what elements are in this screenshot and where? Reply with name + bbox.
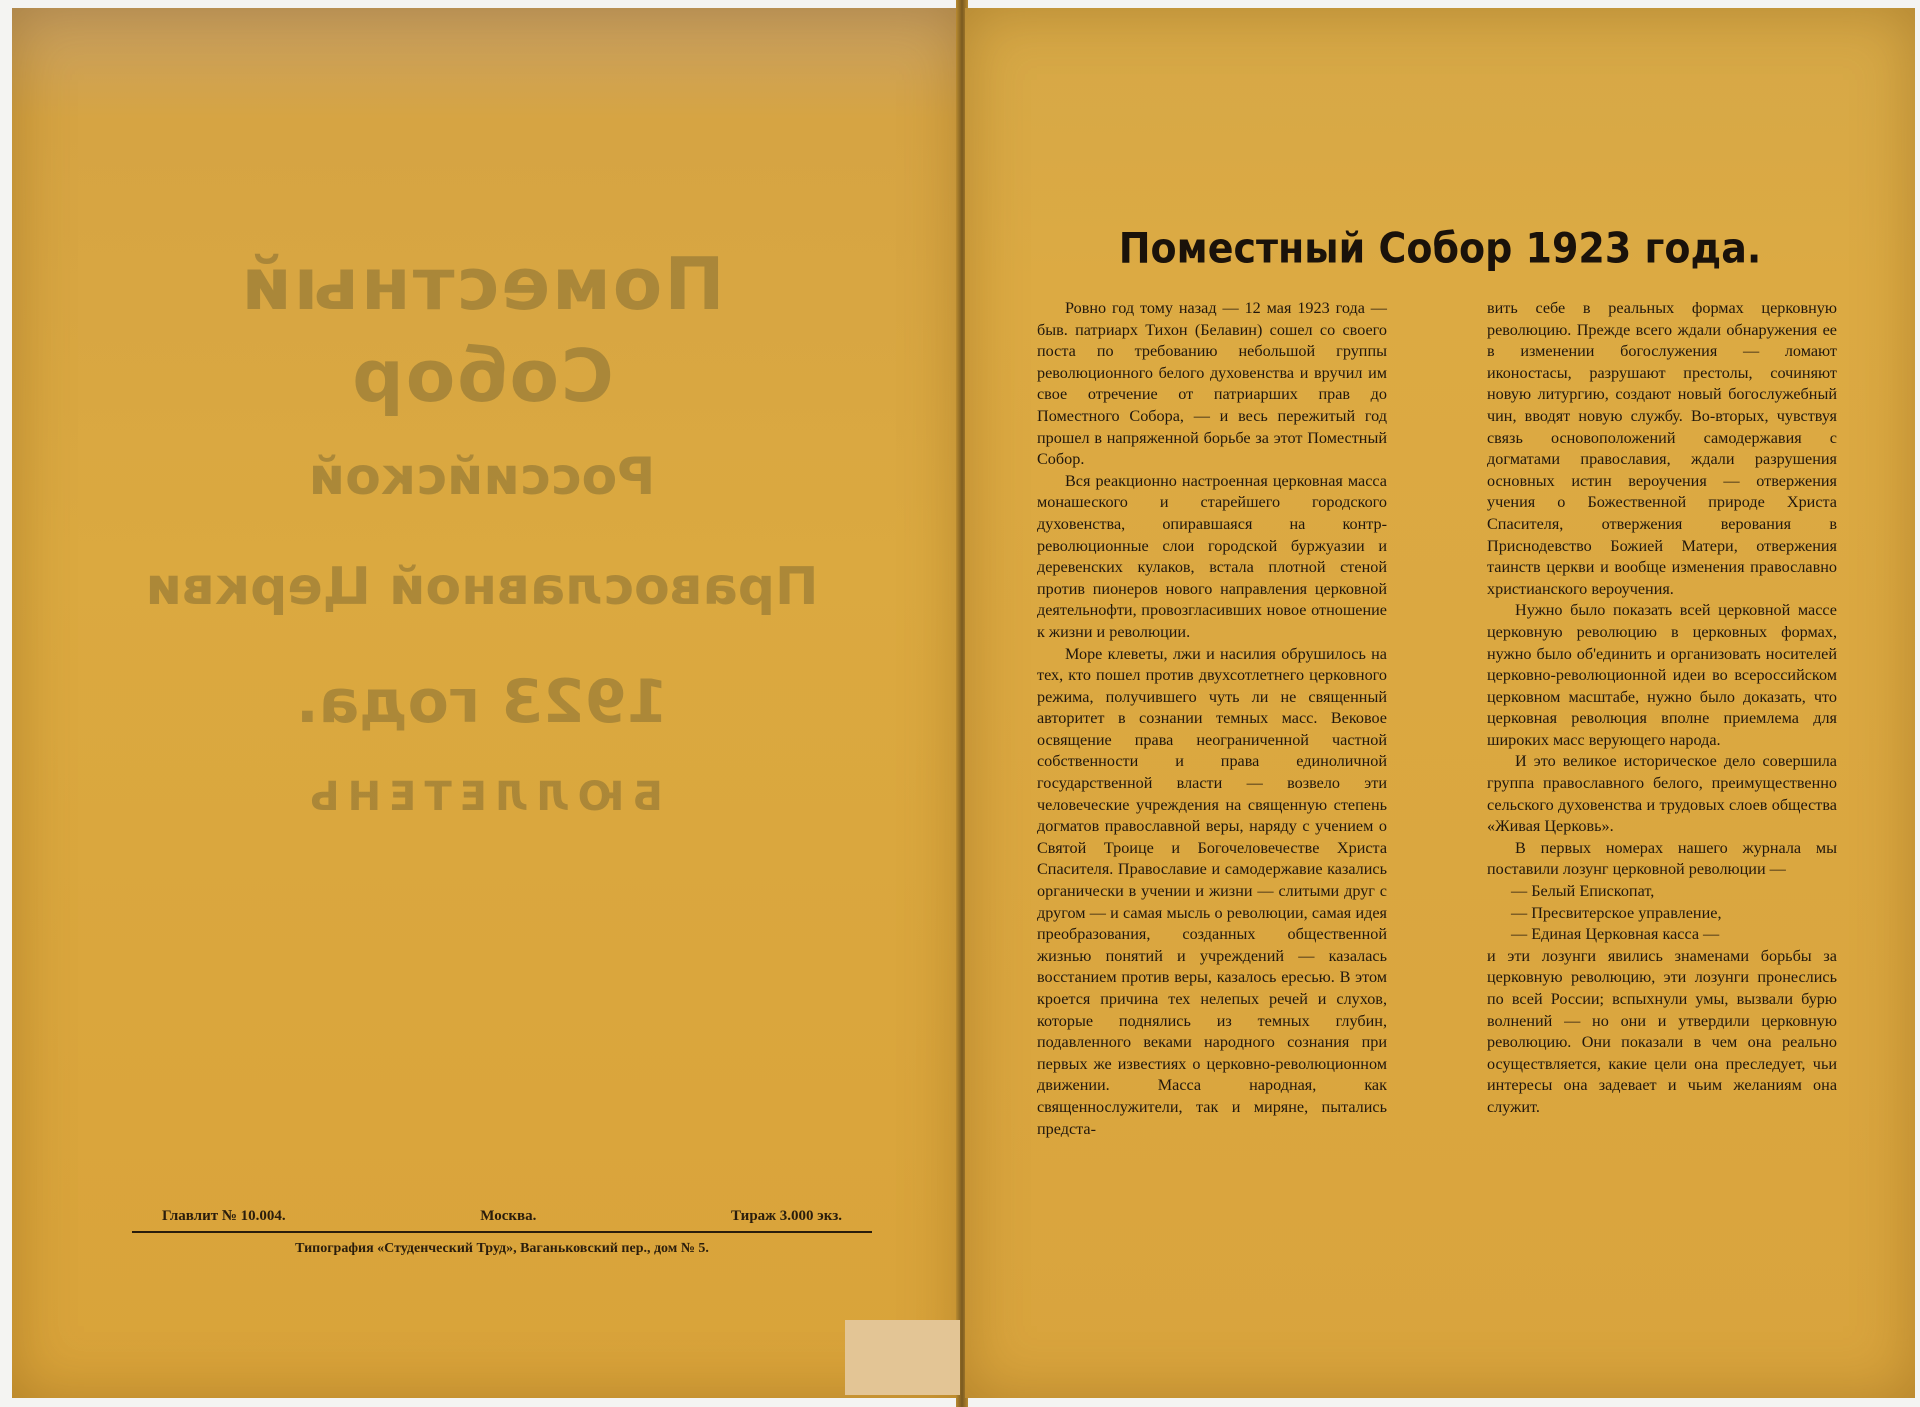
printer-line: Типография «Студенческий Труд», Ваганьковский пер., дом № 5. [295, 1241, 709, 1256]
imprint [132, 1208, 872, 1257]
paragraph: Ровно год тому назад — 12 мая 1923 года — быв. патриарх Тихон (Белавин) сошел со своего поста по требованию небольшой группы революционного белого духовенства и вручил им свое отречение от патриарших прав до Поместного Собора, — и весь пережитый год прошел в напряженной борьбе за этот Поместный Собор. [1037, 299, 1387, 469]
left-page [12, 8, 962, 1398]
paragraph: Нужно было показать всей церковной массе церковную революцию в церковных формах, нужно было об'единить и организовать носителей церковно-революционной идеи во всероссийском церковном масштабе, нужно было доказать, что церковная революция вполне приемлема для широких масс верующего народа. [1487, 601, 1837, 749]
ghost-line-3: 1923 года. [295, 667, 669, 737]
right-page [965, 8, 1915, 1398]
city: Москва. [480, 1208, 537, 1224]
paragraph: В первых номерах нашего журнала мы поставили лозунг церковной революции — [1487, 838, 1837, 879]
show-through-title [142, 238, 822, 832]
paragraph: Море клеветы, лжи и насилия обрушилось на тех, кто пошел против двухсотлетнего церковного режима, получившего чуть ли не священный авторитет в сознании темных масс. Вековое освящение права неограниченной частной собственности и права единоличной государственной власти — возвело эти человеческие учреждения на священную степень догматов православной веры, наряду с учением о Святой Троице и Богочеловечестве Христа Спасителя. Православие и самодержавие казались органически в учении и жизни — слитыми друг с другом — и самая мысль о революции, самая идея преобразования, созданных общественной жизнью понятий и учреждений — казалась восстанием против веры, казалось ересью. В этом кроется причина тех нелепых речей и слухов, которые поднялись из темных глубин, подавленного веками народного сознания при первых же известиях о церковно-революционном движении. Масса народная, как священнослужители, так и миряне, пытались предста- [1037, 644, 1387, 1138]
ghost-line-1: Поместный Собор [239, 242, 725, 418]
column-1 [1037, 298, 1387, 1140]
column-2 [1487, 298, 1837, 1140]
paragraph: и эти лозунги явились знаменами борьбы за церковную революцию, эти лозунги пронеслись по всей России; вспыхнули умы, вызвали бурю волнений — но они и утвердили церковную революцию. Они показали в чем она реально осуществляется, какие цели она преследует, чьи интересы она задевает и чьим желаниям она служит. [1487, 946, 1837, 1116]
ghost-line-4: БЮЛЛЕТЕНЬ [301, 774, 663, 820]
print-run: Тираж 3.000 экз. [731, 1208, 842, 1224]
slogan: — Единая Церковная касса — [1511, 925, 1720, 944]
text-columns [1037, 298, 1837, 1140]
paragraph: вить себе в реальных формах церковную революцию. Прежде всего ждали обнаружения ее в изменении богослужения — ломают иконостасы, разрушают престолы, сочиняют новую литургию, создают новый богослужебный чин, вводят новую службу. Во-вторых, чувствуя связь основоположений самодержавия с догматами православия, ждали разрушения основных истин вероучения — отвержения учения о Божественной природе Христа Спасителя, отвержения верования в Приснодевство Божией Матери, отвержения таинств церкви и вообще изменения православно христианского вероучения. [1487, 299, 1837, 598]
ghost-line-2: Российской Православной Церкви [145, 447, 819, 617]
slogan: — Белый Епископат, [1511, 882, 1655, 901]
glavlit-number: Главлит № 10.004. [162, 1208, 286, 1224]
imprint-row [132, 1208, 872, 1233]
paragraph: И это великое историческое дело совершила группа православного белого, преимущественно сельского духовенства и трудовых слоев общества «Живая Церковь». [1487, 752, 1837, 836]
paragraph: Вся реакционно настроенная церковная масса монашеского и старейшего городского духовенства, опиравшаяся на контр-революционные слои городской буржуазии и деревенских кулаков, встала плотной стеной против пионеров нового направления церковной деятельнофти, провозгласивших новое отношение к жизни и революции. [1037, 471, 1387, 641]
article-title: Поместный Собор 1923 года. [1118, 223, 1762, 273]
paper-tab [845, 1320, 960, 1395]
slogan: — Пресвитерское управление, [1511, 903, 1722, 922]
